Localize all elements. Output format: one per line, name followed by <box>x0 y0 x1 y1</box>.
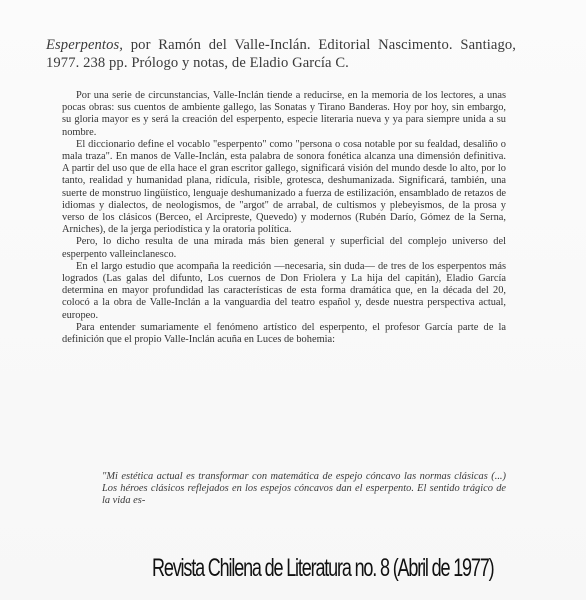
quote-text: "Mi estética actual es transformar con matemática de espejo cóncavo las normas clásicas (...) Los héroes clásicos reflejados en los espejos cóncavos dan el esperpento. El sentido trágico de la vida es- <box>102 471 506 507</box>
body-paragraph-2: El diccionario define el vocablo "esperpento" como "persona o cosa notable por su fealdad, desaliño o mala traza". En manos de Valle-Inclán, esta palabra de sonora fonética alcanza una dimensión definitiva. A partir del uso que de ella hace el gran escritor gallego, significará visión del mundo desde lo alto, por lo tanto, realidad y humanidad plana, ridícula, risible, grotesca, deshumanizada. Significará, también, una suerte de monstruo lingüístico, lenguaje deshumanizado a fuerza de estilización, ensamblado de retazos de idiomas y dialectos, de neologismos, de "argot" de arrabal, de cultismos y plebeyismos, de la prosa y verso de los clásicos (Berceo, el Arcipreste, Quevedo) y modernos (Rubén Darío, Gómez de la Serna, Arniches), de la jerga periodística y la oratoria política. <box>62 138 506 236</box>
body-paragraph-5: Para entender sumariamente el fenómeno artístico del esperpento, el profesor García parte de la definición que el propio Valle-Inclán acuña en Luces de bohemia: <box>62 321 506 346</box>
review-body <box>62 90 506 346</box>
review-heading <box>46 36 516 72</box>
book-details: por Ramón del Valle-Inclán. Editorial Nascimento. Santiago, 1977. 238 pp. Prólogo y notas, de Eladio García C. <box>46 37 516 71</box>
block-quote <box>102 471 506 508</box>
body-paragraph-3: Pero, lo dicho resulta de una mirada más bien general y superficial del complejo universo del esperpento valleinclanesco. <box>62 236 506 260</box>
source-caption: Revista Chilena de Literatura no. 8 (Abril de 1977) <box>152 554 494 582</box>
body-paragraph-1: Por una serie de circunstancias, Valle-Inclán tiende a reducirse, en la memoria de los lectores, a unas pocas obras: sus cuentos de ambiente gallego, las Sonatas y Tirano Banderas. Hoy por hoy, sin embargo, su gloria mayor es y será la creación del esperpento, especie literaria nueva y ya para siempre unida a su nombre. <box>62 90 506 138</box>
book-title: Esperpentos, <box>46 37 123 53</box>
body-paragraph-4: En el largo estudio que acompaña la reedición —necesaria, sin duda— de tres de los esperpentos más logrados (Las galas del difunto, Los cuernos de Don Friolera y La hija del capitán), Eladio García determina en mayor profundidad las características de esta forma dramática que, en la década del 20, colocó a la obra de Valle-Inclán a la vanguardia del teatro español y, desde nuestra perspectiva actual, europeo. <box>62 260 506 321</box>
